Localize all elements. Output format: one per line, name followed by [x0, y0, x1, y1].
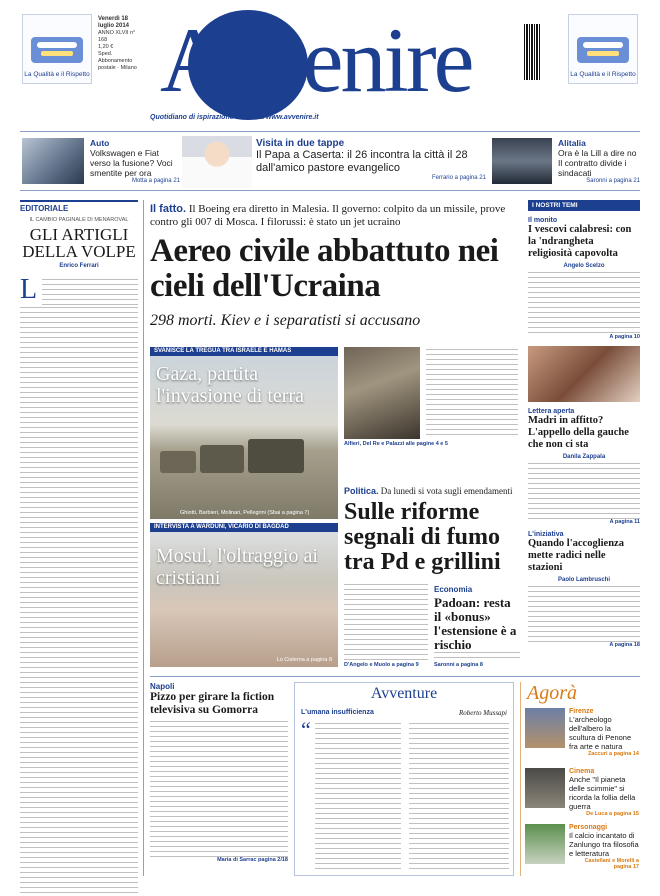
teaser-text: Il Papa a Caserta: il 26 incontra la città il 28 dall'amico pastore evangelico [256, 149, 468, 174]
agora-kicker: Firenze [569, 708, 594, 715]
pope-photo [182, 136, 252, 188]
editoriale-author: Enrico Ferrari [59, 263, 99, 269]
agora-ref: Zaccuri a pagina 14 [587, 751, 639, 757]
nostri-temi-header: I NOSTRI TEMI [528, 200, 640, 211]
agora-section [520, 682, 640, 876]
agora-ref: Castellani e Morelli a pagina 17 [584, 858, 639, 870]
barcode-icon [524, 24, 540, 80]
body-text-lines [426, 349, 518, 439]
dropcap: L [20, 274, 38, 305]
fatto-summary [150, 203, 518, 229]
economia-title[interactable]: Padoan: resta il «bonus» l'estensione è a rischio [434, 595, 517, 652]
teaser-papa[interactable] [256, 138, 486, 181]
ear-tagline: La Qualità e il Rispetto [24, 71, 90, 78]
editoriale-label: EDITORIALE [20, 200, 138, 213]
agora-photo-3 [525, 824, 565, 864]
quote-icon: “ [301, 717, 311, 742]
fatto-text: Il Boeing era diretto in Malesia. Il governo: colpito da un missile, prove contro gli 007 di Mosca. I filorussi: è stato un jet ucraino [150, 203, 506, 228]
tema-ref: A pagina 18 [609, 642, 640, 648]
masthead-title: Avvenire [160, 9, 472, 111]
tema-item[interactable] [528, 531, 640, 648]
rubrica-logo: Avventure [370, 685, 438, 702]
tema-item[interactable] [528, 408, 640, 525]
mosul-title: Mosul, l'oltraggio ai cristiani [156, 545, 318, 589]
body-text-lines [528, 272, 640, 334]
agora-text: Il calcio incantato di Zanlungo tra filosofia e letteratura [569, 831, 639, 858]
tema-item[interactable] [528, 217, 640, 340]
teaser-text: Ora è la Lill a dire no Il contratto divide i sindacati [558, 148, 637, 178]
editoriale-column[interactable] [20, 200, 138, 896]
politica-title[interactable]: Sulle riforme segnali di fumo tra Pd e grillini [344, 499, 501, 575]
politica-label: Politica. [344, 486, 379, 496]
napoli-kicker: Napoli [150, 682, 175, 691]
tema-ref: A pagina 11 [609, 519, 640, 525]
gaza-title: Gaza, partita l'invasione di terra [156, 363, 304, 407]
editoriale-body [20, 274, 138, 896]
agora-logo: Agorà [527, 682, 577, 704]
main-headline[interactable]: Aereo civile abbattuto nei cieli dell'Ucraina [150, 233, 499, 304]
rubrica-author: Roberto Mussapi [458, 709, 507, 717]
fatto-label: Il fatto. [150, 203, 187, 215]
teaser-ref: Motta a pagina 21 [131, 178, 180, 184]
body-text-lines [434, 652, 520, 660]
agora-item[interactable] [569, 824, 639, 870]
rubrica-label: L'umana insufficienza [301, 709, 374, 716]
tema-kicker: Il monito [528, 217, 558, 224]
teaser-kicker: Alitalia [558, 138, 586, 148]
teaser-row [20, 131, 640, 191]
napoli-ref: Maria di Sarrac pagina 2/18 [217, 857, 288, 863]
teaser-auto[interactable] [90, 138, 180, 184]
issue-number: ANNO XLVII n° 168 [98, 30, 136, 43]
tank-icon [160, 451, 196, 473]
agora-text: Anche "Il pianeta delle scimmie" si ricorda la follia della guerra [569, 775, 636, 811]
issue-price: 1,20 € [98, 44, 114, 50]
left-ear-ad [22, 14, 92, 84]
issue-date: Venerdì 18 luglio 2014 [98, 16, 130, 29]
editoriale-subtitle: IL CAMBIO PAGINALE DI MENAROVAL [29, 217, 129, 223]
tema-kicker: L'iniziativa [528, 531, 564, 538]
tema-kicker: Lettera aperta [528, 408, 575, 415]
gaza-photo[interactable] [150, 347, 338, 519]
napoli-story[interactable] [150, 682, 288, 863]
issue-edition: Sped. Abbonamento postale · Milano [98, 51, 137, 71]
alitalia-photo [492, 138, 552, 184]
body-text-lines [315, 723, 401, 869]
body-text-lines [528, 586, 640, 642]
date-info [98, 16, 144, 72]
teaser-alitalia[interactable] [558, 138, 640, 184]
gaza-caption: Ghiotti, Barbieri, Molinari, Pellegrini (Sbai a pagina 7) [180, 510, 310, 516]
tank-icon [248, 439, 304, 473]
body-text-lines [344, 584, 428, 660]
body-text-lines [42, 279, 138, 305]
agora-item[interactable] [569, 768, 639, 817]
tank-icon [200, 445, 244, 473]
mosul-banner: INTERVISTA A WARDUNI, VICARIO DI BAGDAD [150, 523, 338, 532]
editoriale-title: GLI ARTIGLI DELLA VOLPE [22, 225, 136, 261]
tema-title: Madri in affitto? L'appello della gauche che non ci sta [528, 415, 629, 450]
tema-ref: A pagina 10 [609, 334, 640, 340]
ear-logo-icon [31, 37, 83, 63]
agora-ref: De Luca a pagina 15 [586, 811, 639, 817]
tema-author: Danila Zappala [562, 454, 606, 460]
teaser-ref: Ferrario a pagina 21 [431, 175, 486, 181]
mosul-photo[interactable] [150, 523, 338, 667]
teaser-text: Volkswagen e Fiat verso la fusione? Voci smentite per ora [90, 148, 173, 178]
main-subhead: 298 morti. Kiev e i separatisti si accusano [150, 312, 421, 329]
tema-author: Paolo Lambruschi [557, 577, 610, 583]
crash-site-caption: Alfieri, Del Re e Palazzi alle pagine 4 e 5 [344, 441, 448, 447]
economia-ref: Saronni a pagina 8 [434, 662, 483, 668]
nostri-temi-column [528, 200, 640, 648]
tema-title: I vescovi calabresi: con la 'ndrangheta religiosità capovolta [528, 224, 632, 259]
politica-kicker-text: Da lunedì si vota sugli emendamenti [380, 486, 513, 496]
right-ear-ad [568, 14, 638, 84]
tema-author: Angelo Scelzo [563, 263, 605, 269]
ear-tagline: La Qualità e il Rispetto [570, 71, 636, 78]
agora-kicker: Cinema [569, 768, 595, 775]
body-text-lines [20, 307, 138, 896]
politica-kicker [344, 486, 520, 496]
ear-logo-icon [577, 37, 629, 63]
agora-photo-2 [525, 768, 565, 808]
body-text-lines [409, 723, 509, 869]
agora-item[interactable] [569, 708, 639, 757]
body-text-lines [528, 463, 640, 519]
column-divider [143, 200, 144, 876]
teaser-kicker: Auto [90, 138, 110, 148]
gaza-banner: SVANISCE LA TREGUA TRA ISRAELE E HAMAS [150, 347, 338, 356]
economia-kicker: Economia [434, 585, 473, 594]
agora-kicker: Personaggi [569, 824, 608, 831]
rubrica-box[interactable] [294, 682, 514, 876]
masthead-tagline: Quotidiano di ispirazione cattolica www.avvenire.it [150, 114, 319, 121]
body-text-lines [150, 721, 288, 857]
tema-title: Quando l'accoglienza mette radici nelle stazioni [528, 538, 624, 573]
teaser-ref: Saronni a pagina 21 [586, 178, 640, 184]
mosul-caption: Lo Cisterna a pagina 8 [276, 657, 332, 663]
politica-ref: D'Angelo e Muolo a pagina 9 [344, 662, 419, 668]
mother-child-photo [528, 346, 640, 402]
napoli-title: Pizzo per girare la fiction televisiva su Gomorra [150, 691, 275, 716]
masthead[interactable] [148, 10, 526, 120]
crash-site-photo[interactable] [344, 347, 420, 439]
agora-text: L'archeologo dell'albero la scultura di Penone fra arte e natura [569, 715, 632, 751]
bottom-divider [150, 676, 640, 677]
car-photo [22, 138, 84, 184]
teaser-kicker: Visita in due tappe [256, 138, 345, 149]
agora-photo-1 [525, 708, 565, 748]
